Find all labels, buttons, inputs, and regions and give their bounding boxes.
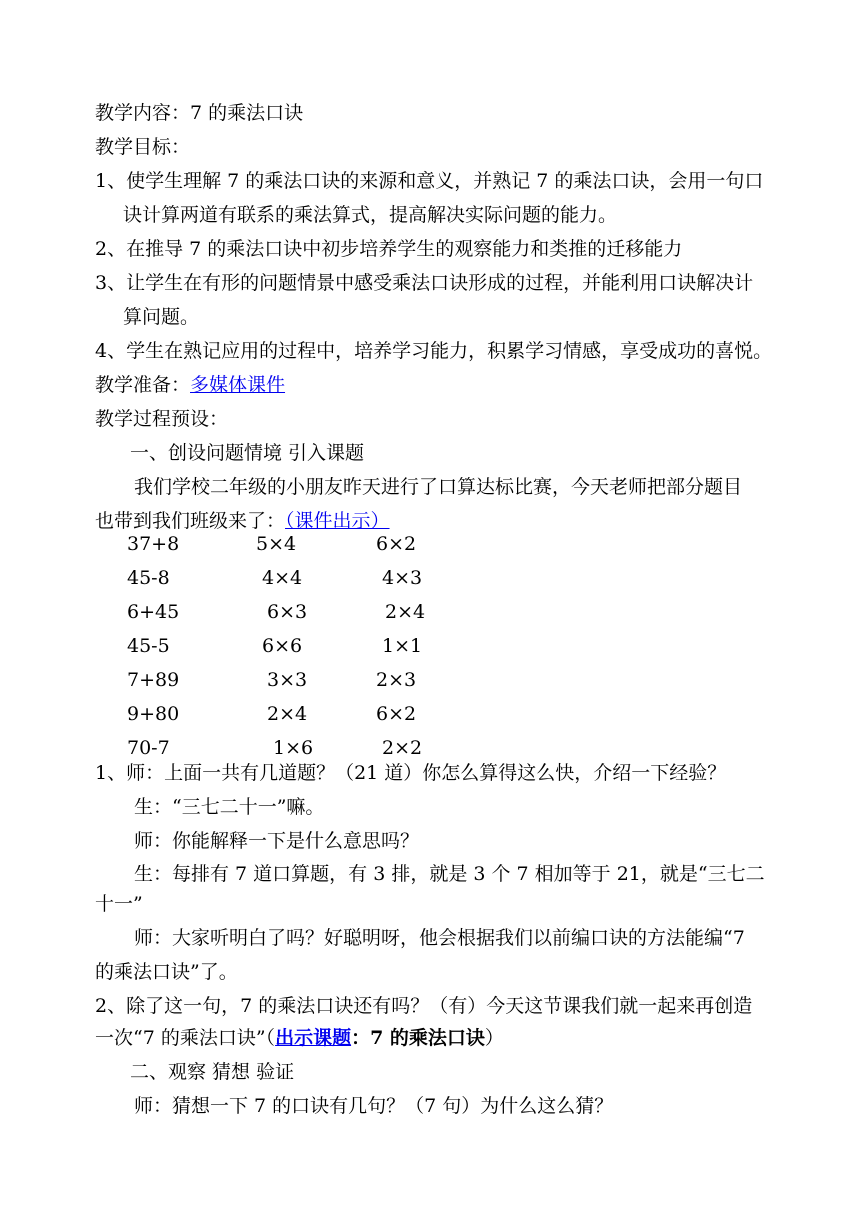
exercise-cell: 37+8	[127, 533, 180, 555]
exercise-row	[95, 697, 775, 731]
teaching-content: 教学内容：7 的乘法口诀	[95, 102, 304, 124]
multimedia-courseware-link[interactable]: 多媒体课件	[190, 374, 286, 396]
goal-1-line-1: 1、使学生理解 7 的乘法口诀的来源和意义，并熟记 7 的乘法口诀，会用一句口	[95, 170, 764, 192]
student-answer-2-line-2: 十一”	[95, 893, 143, 915]
teacher-line-2-line-2: 的乘法口诀”了。	[95, 961, 238, 983]
exercise-cell: 45-5	[127, 635, 170, 657]
exercise-cell: 4×4	[262, 567, 303, 589]
prep-label: 教学准备：	[95, 374, 191, 396]
exercise-cell: 1×6	[273, 737, 314, 759]
question-2-line-2	[95, 1021, 775, 1055]
goal-2: 2、在推导 7 的乘法口诀中初步培养学生的观察能力和类推的迁移能力	[95, 238, 683, 260]
teacher-line-1: 师：你能解释一下是什么意思吗？	[134, 830, 420, 852]
section-2-heading: 二、观察 猜想 验证	[130, 1061, 295, 1083]
exercise-cell: 4×3	[382, 567, 423, 589]
teacher-line-2-line-1: 师：大家听明白了吗？好聪明呀，他会根据我们以前编口诀的方法能编“7	[134, 927, 745, 949]
section-1-heading: 一、创设问题情境 引入课题	[130, 442, 365, 464]
exercise-cell: 5×4	[256, 533, 297, 555]
goal-4: 4、学生在熟记应用的过程中，培养学习能力，积累学习情感，享受成功的喜悦。	[95, 340, 773, 362]
exercise-cell: 6×2	[376, 533, 417, 555]
exercise-row	[95, 629, 775, 663]
goal-3-line-2: 算问题。	[123, 306, 200, 328]
question-2-end: ）	[484, 1027, 504, 1049]
exercise-row	[95, 527, 775, 561]
exercise-cell: 2×4	[267, 703, 308, 725]
goal-3-line-1: 3、让学生在有形的问题情景中感受乘法口诀形成的过程，并能利用口诀解决计	[95, 272, 754, 294]
intro-line-1: 我们学校二年级的小朋友昨天进行了口算达标比赛，今天老师把部分题目	[134, 476, 743, 498]
question-2-line-1: 2、除了这一句，7 的乘法口诀还有吗？（有）今天这节课我们就一起来再创造	[95, 995, 753, 1017]
intro-text: 也带到我们班级来了：	[95, 510, 286, 532]
exercise-cell: 45-8	[127, 567, 170, 589]
exercise-cell: 1×1	[382, 635, 423, 657]
student-answer-1: 生：“三七二十一”嘛。	[134, 796, 325, 818]
goals-title: 教学目标：	[95, 136, 191, 158]
student-answer-2-line-1: 生：每排有 7 道口算题，有 3 排，就是 3 个 7 相加等于 21，就是“三七二	[134, 863, 765, 885]
process-title: 教学过程预设：	[95, 408, 229, 430]
exercise-cell: 70-7	[127, 737, 170, 759]
exercise-cell: 9+80	[127, 703, 180, 725]
exercise-row	[95, 561, 775, 595]
question-2-text: 一次“7 的乘法口诀”（	[95, 1027, 276, 1049]
exercise-cell: 2×2	[382, 737, 423, 759]
exercise-table	[95, 527, 775, 765]
exercise-cell: 3×3	[267, 669, 308, 691]
exercise-row	[95, 663, 775, 697]
exercise-cell: 6×3	[267, 601, 308, 623]
courseware-show-link[interactable]: （课件出示）	[285, 510, 390, 532]
exercise-cell: 6×2	[376, 703, 417, 725]
topic-title: ：7 的乘法口诀	[351, 1027, 485, 1049]
show-topic-link[interactable]: 出示课题	[275, 1027, 352, 1049]
question-1: 1、师：上面一共有几道题？（21 道）你怎么算得这么快，介绍一下经验？	[95, 762, 727, 784]
exercise-cell: 6×6	[262, 635, 303, 657]
teaching-prep	[95, 368, 775, 402]
exercise-cell: 7+89	[127, 669, 180, 691]
exercise-cell: 6+45	[127, 601, 180, 623]
exercise-cell: 2×4	[385, 601, 426, 623]
exercise-row	[95, 595, 775, 629]
goal-1-line-2: 诀计算两道有联系的乘法算式，提高解决实际问题的能力。	[123, 204, 618, 226]
teacher-line-3: 师：猜想一下 7 的口诀有几句？（7 句）为什么这么猜？	[134, 1095, 614, 1117]
exercise-cell: 2×3	[376, 669, 417, 691]
